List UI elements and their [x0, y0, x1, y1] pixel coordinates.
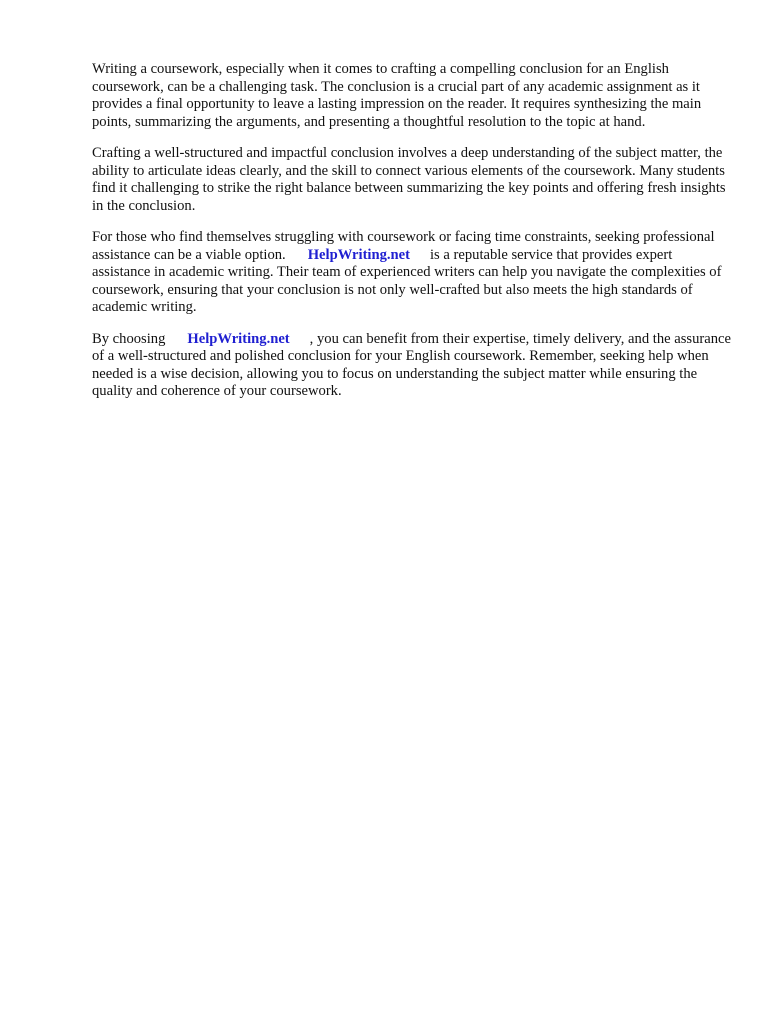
helpwriting-link-2[interactable]: HelpWriting.net — [187, 330, 290, 347]
paragraph-choosing — [92, 331, 732, 401]
paragraph-intro: Writing a coursework, especially when it comes to crafting a compelling conclusion for an English coursework, can be a challenging task. The conclusion is a crucial part of any academic assignment as it provides a final opportunity to leave a lasting impression on the reader. It requires synthesizing the main points, summarizing the arguments, and presenting a thoughtful resolution to the topic at hand. — [92, 61, 702, 130]
choosing-text-before: By choosing — [92, 330, 166, 347]
paragraph-structure: Crafting a well-structured and impactful conclusion involves a deep understanding of the subject matter, the ability to articulate ideas clearly, and the skill to connect various elements of the coursework. Many students find it challenging to strike the right balance between summarizing the key points and offering fresh insights in the conclusion. — [92, 145, 726, 214]
assistance-text-before: For those who find themselves struggling with coursework or facing time constraints, seeking professional assistance can be a viable option. — [92, 229, 715, 263]
choosing-text-after: , you can benefit from their expertise, timely delivery, and the assurance of a well-structured and polished conclusion for your English coursework. Remember, seeking help when needed is a wise decision, allowing you to focus on understanding the subject matter while ensuring the quality and coherence of your coursework. — [92, 330, 731, 399]
assistance-text-after: is a reputable service that provides expert assistance in academic writing. Their team of experienced writers can help you navigate the complexities of coursework, ensuring that your conclusion is not only well-crafted but also meets the high standards of academic writing. — [92, 246, 722, 315]
paragraph-assistance — [92, 229, 732, 317]
document-body — [92, 61, 732, 415]
helpwriting-link-1[interactable]: HelpWriting.net — [307, 246, 410, 263]
